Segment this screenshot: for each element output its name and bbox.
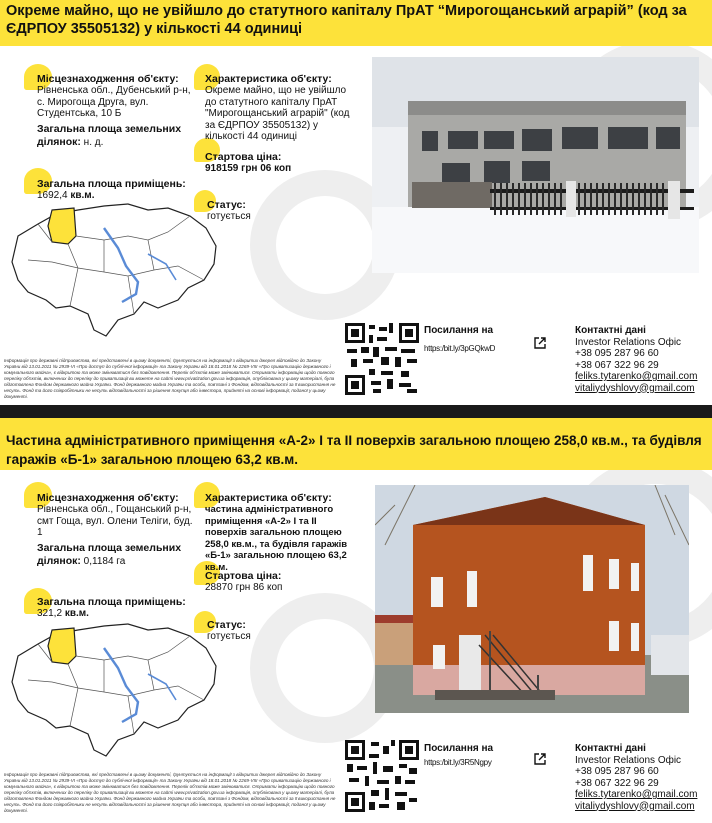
- land-area-label: Загальна площа земельних ділянок:: [37, 123, 182, 148]
- contacts-label: Контактні дані: [575, 743, 646, 754]
- location-label: Місцезнаходження об'єкту:: [37, 73, 179, 85]
- characteristics-field: [205, 73, 355, 143]
- premises-area-number: 1692,4: [37, 190, 68, 201]
- card-title: Окреме майно, що не увійшло до статутного капіталу ПрАТ “Мирогощанський аграрій” (код за ЄДРПОУ 35505132) у кількості 44 одиниці: [6, 3, 687, 37]
- location-label: Місцезнаходження об'єкту:: [37, 492, 179, 504]
- land-area-field: [37, 542, 197, 567]
- land-area-value: н. д.: [83, 136, 104, 148]
- status-label: Статус:: [207, 199, 246, 211]
- ukraine-map: [8, 616, 220, 762]
- card-title-bar: [0, 418, 712, 470]
- card-title: Частина адміністративного приміщення «А-2» І та ІІ поверхів загальною площею 258,0 кв.м., та будівля гаражів «Б-1» загальною площею 63,2 кв.м.: [6, 433, 702, 467]
- contacts-office: Investor Relations Офіс: [575, 336, 682, 348]
- contact-email[interactable]: vitaliydyshlovy@gmail.com: [575, 382, 695, 394]
- legal-disclaimer: Інформація про державні підприємства, які представлені в цьому документі, ґрунтується на інформації з відкритих джерел відповідно до Закону України від 13.01.2011 № 2939-VI «Про доступ до публічної інформації» та Закону України від 18.01.2018 № 2269-VIII «Про приватизацію державного і комунального майна», є відкритою та може змінюватися без повідомлення. Перелік об'єктів може змінюватися. Отримати інформацію щодо повного переліку об'єктів, включених до переліку до приватизації ви можете на сайті www.privatization.gov.ua інформація, опублікована у цьому матеріалі, була підготовлена Фондом державного майна України. Фонд державного майна України та особи, пов'язані з Фондом, відповідальності за її використання не несуть. Фонд та його співробітники не несуть відповідальності за рішення покупця або інвестора, прийняті на основі інформації, поданої у цьому документі.: [4, 358, 336, 399]
- status-field: [207, 199, 307, 223]
- characteristics-field: [205, 492, 360, 573]
- status-value: готується: [207, 631, 251, 642]
- price-label: Стартова ціна:: [205, 151, 282, 163]
- qr-code[interactable]: [345, 740, 419, 812]
- location-value: Рівненська обл., Гощанський р-н, смт Гоща, вул. Олени Теліги, буд. 1: [37, 504, 193, 538]
- location-field: [37, 492, 197, 539]
- contact-phone[interactable]: +38 095 287 96 60: [575, 348, 659, 359]
- contact-email[interactable]: feliks.tytarenko@gmail.com: [575, 371, 698, 382]
- price-value: 918159 грн 06 коп: [205, 163, 292, 174]
- legal-disclaimer: Інформація про державні підприємства, які представлені в цьому документі, ґрунтується на інформації з відкритих джерел відповідно до Закону України від 13.01.2011 № 2939-VI «Про доступ до публічної інформації» та Закону України від 18.01.2018 № 2269-VIII «Про приватизацію державного і комунального майна», є відкритою та може змінюватися без повідомлення. Перелік об'єктів може змінюватися. Отримати інформацію щодо повного переліку об'єктів, включених до переліку до приватизації ви можете на сайті www.privatization.gov.ua інформація, опублікована у цьому матеріалі, була підготовлена Фондом державного майна України. Фонд державного майна України та особи, пов'язані з Фондом, відповідальності за її використання не несуть. Фонд та його співробітники не несуть відповідальності за рішення покупця або інвестора, прийняті на основі інформації, поданої у цьому документі.: [4, 772, 336, 813]
- object-link[interactable]: https:/bit.ly/3pGQkwD: [424, 344, 496, 353]
- characteristics-label: Характеристика об'єкту:: [205, 73, 332, 85]
- characteristics-value: частина адміністративного приміщення «А-2» І та ІІ поверхів загальною площею 258,0 кв.м., та будівля гаражів «Б-1» загальною площею 63,2 кв.м.: [205, 504, 348, 573]
- external-link-icon[interactable]: [533, 752, 547, 766]
- location-field: [37, 73, 197, 120]
- object-link[interactable]: https:/bit.ly/3R5Ngpy: [424, 758, 492, 767]
- characteristics-label: Характеристика об'єкту:: [205, 492, 332, 504]
- contact-phone[interactable]: +38 095 287 96 60: [575, 766, 659, 777]
- premises-area-label: Загальна площа приміщень:: [37, 596, 186, 608]
- property-photo: [375, 485, 689, 713]
- link-label: Посилання на: [424, 325, 494, 336]
- card-title-bar: [0, 0, 712, 46]
- property-card-1: [0, 0, 712, 405]
- price-value: 28870 грн 86 коп: [205, 582, 283, 593]
- contacts-block: [575, 743, 710, 812]
- price-field: [205, 570, 355, 594]
- status-field: [207, 619, 307, 643]
- contacts-label: Контактні дані: [575, 325, 646, 336]
- premises-area-unit: кв.м.: [64, 608, 89, 619]
- property-photo: [372, 57, 699, 273]
- characteristics-value: Окреме майно, що не увійшло до статутного капіталу ПрАТ "Мирогощанський аграрій" (код за ЄДРПОУ 35505132) у кількості 44 одиниці: [205, 85, 350, 142]
- price-label: Стартова ціна:: [205, 570, 282, 582]
- contacts-block: [575, 325, 710, 394]
- contact-phone[interactable]: +38 067 322 96 29: [575, 359, 659, 371]
- premises-area-number: 321,2: [37, 608, 63, 619]
- contacts-office: Investor Relations Офіс: [575, 754, 682, 766]
- contact-email[interactable]: vitaliydyshlovy@gmail.com: [575, 800, 695, 812]
- land-area-field: [37, 123, 207, 148]
- ukraine-map: [8, 196, 220, 342]
- premises-area-label: Загальна площа приміщень:: [37, 178, 186, 190]
- link-block: [424, 743, 524, 768]
- price-field: [205, 151, 355, 175]
- external-link-icon[interactable]: [533, 336, 547, 350]
- property-card-2: [0, 418, 712, 823]
- land-area-value: 0,1184 га: [83, 555, 126, 567]
- location-value: Рівненська обл., Дубенський р-н, с. Мирогоща Друга, вул. Студентська, 10 Б: [37, 85, 191, 119]
- contact-email[interactable]: feliks.tytarenko@gmail.com: [575, 789, 698, 800]
- status-value: готується: [207, 211, 251, 222]
- premises-area-unit: кв.м.: [70, 190, 95, 201]
- link-block: [424, 325, 524, 354]
- contact-phone[interactable]: +38 067 322 96 29: [575, 777, 659, 789]
- card-divider: [0, 405, 712, 418]
- qr-code[interactable]: [345, 323, 419, 395]
- link-label: Посилання на: [424, 743, 494, 754]
- land-area-label: Загальна площа земельних ділянок:: [37, 542, 182, 567]
- status-label: Статус:: [207, 619, 246, 631]
